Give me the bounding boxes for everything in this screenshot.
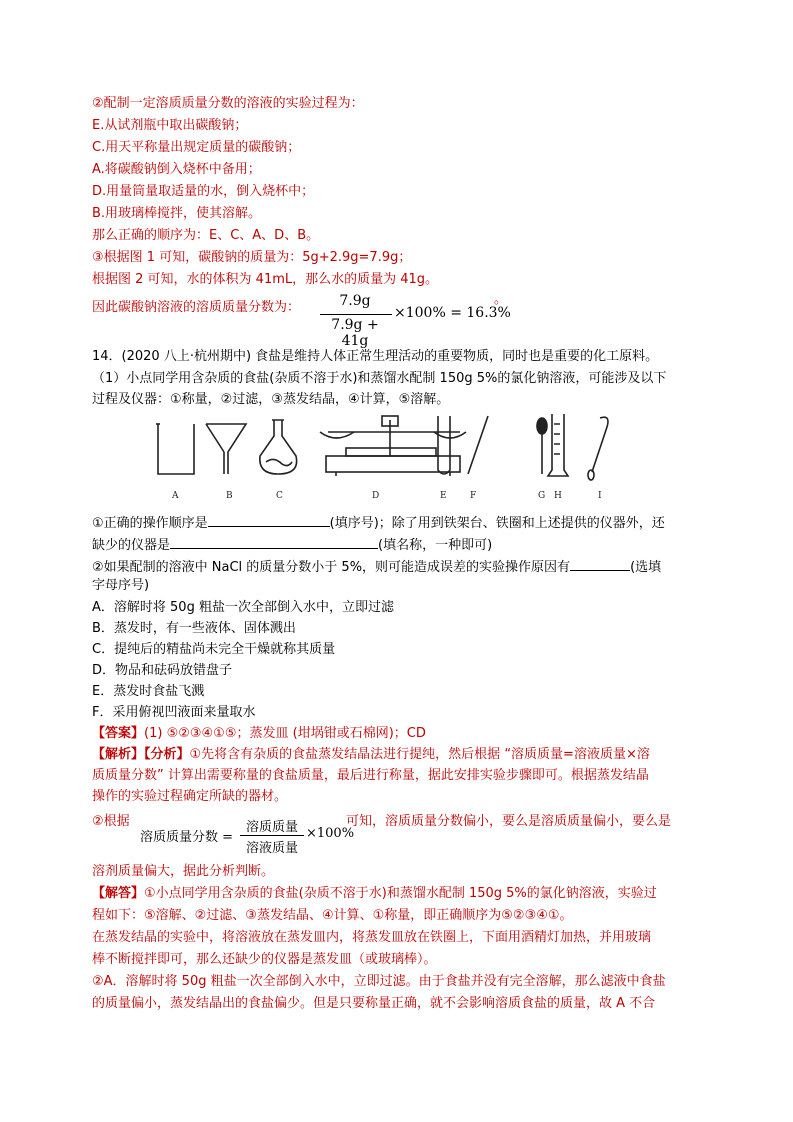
q1b-prefix: 缺少的仪器是: [92, 538, 171, 553]
solution-line: [92, 884, 657, 904]
text-line: E.从试剂瓶中取出碳酸钠；: [92, 118, 248, 133]
option-b: B．蒸发时，有一些液体、固体溅出: [92, 621, 296, 636]
apparatus-labels: [171, 491, 602, 501]
mass-fraction-formula: [318, 293, 511, 349]
question-line: [92, 534, 492, 556]
apparatus-label: I: [598, 491, 602, 501]
text-line: C.用天平称量出规定质量的碳酸钠；: [92, 140, 301, 155]
fraction-bar: [240, 835, 304, 836]
apparatus-label: F: [470, 491, 477, 501]
apparatus-label: D: [372, 491, 380, 501]
question-line: [92, 512, 665, 534]
q1a-middle: (填序号)；除了用到铁架台、铁圈和上述提供的仪器外，还: [329, 516, 665, 531]
formula-numerator: 溶质质量: [245, 820, 298, 835]
solution-line: 在蒸发结晶的实验中，将溶液放在蒸发皿内，将蒸发皿放在铁圈上，下面用酒精灯加热，并用玻璃: [92, 930, 652, 945]
answer-blank-1[interactable]: [208, 512, 330, 527]
analysis-subtag: 【分析】: [144, 747, 190, 762]
option-a: A．溶解时将 50g 粗盐一次全部倒入水中，立即过滤: [92, 600, 394, 615]
formula-result: ×100% = 16.3%: [394, 305, 511, 321]
solution-line: 程如下：⑤溶解、②过滤、③蒸发结晶、④计算、①称量，即正确顺序为⑤②③④①。: [92, 908, 573, 923]
answer-text: (1) ⑤②③④①⑤；蒸发皿 (坩埚钳或石棉网)；CD: [144, 726, 426, 741]
test-tube-icon: [438, 416, 450, 474]
formula-denominator: 溶液质量: [245, 841, 298, 856]
q1a-prefix: ①正确的操作顺序是: [92, 516, 208, 531]
option-d: D．物品和砝码放错盘子: [92, 663, 233, 678]
solution-line: ②A．溶解时将 50g 粗盐一次全部倒入水中，立即过滤。由于食盐并没有完全溶解，那么滤液中食盐: [92, 974, 666, 989]
apparatus-label: E: [440, 491, 447, 501]
analysis-tag: 【解析】: [92, 747, 145, 762]
apparatus-label: B: [226, 491, 233, 501]
analysis-line: 操作的实验过程确定所缺的器材。: [92, 789, 288, 804]
analysis-line: 可知，溶质质量分数偏小，要么是溶质质量偏小，要么是: [346, 814, 672, 829]
end-mark: 。: [494, 292, 508, 307]
apparatus-label: A: [172, 491, 179, 501]
fraction-bar: [320, 314, 392, 315]
analysis-line: 质质量分数” 计算出需要称量的食盐质量，最后进行称量，据此安排实验步骤即可。根据蒸发结晶: [92, 768, 649, 783]
solution-tag: 【解答】: [92, 886, 145, 901]
beaker-icon: [156, 424, 194, 474]
text-line: 因此碳酸钠溶液的溶质质量分数为：: [92, 300, 301, 315]
question-stem: 过程及仪器：①称量，②过滤，③蒸发结晶，④计算，⑤溶解。: [92, 392, 450, 407]
answer-line: [92, 724, 426, 744]
question-stem: 14．(2020 八上·杭州期中) 食盐是维持人体正常生理活动的重要物质，同时也是重要的化工原料。: [92, 349, 659, 364]
graduated-cylinder-icon: [548, 414, 568, 476]
solution-text: ①小点同学用含杂质的食盐(杂质不溶于水)和蒸馏水配制 150g 5%的氯化钠溶液，实验过: [144, 886, 657, 901]
apparatus-illustration: [150, 412, 630, 504]
formula-numerator: 7.9g: [339, 293, 371, 309]
mass-fraction-definition-formula: [140, 816, 355, 858]
text-line: ②配制一定溶质质量分数的溶液的实验过程为：: [92, 96, 364, 111]
analysis-line: ②根据: [92, 814, 130, 829]
text-line: ③根据图 1 可知，碳酸钠的质量为：5g+2.9g=7.9g；: [92, 250, 412, 265]
solution-line: 的质量偏小，蒸发结晶出的食盐偏少。但是只要称量正确，就不会影响溶质食盐的质量，故 A 不合: [92, 996, 656, 1011]
answer-blank-3[interactable]: [570, 556, 630, 571]
formula-denominator: 7.9g + 41g: [331, 317, 379, 349]
text-line: 根据图 2 可知，水的体积为 41mL，那么水的质量为 41g。: [92, 272, 439, 287]
formula-tail: ×100%: [306, 826, 355, 841]
spoon-icon: [588, 417, 608, 480]
apparatus-label: H: [554, 491, 562, 501]
option-e: E．蒸发时食盐飞溅: [92, 684, 205, 699]
question-stem: （1）小点同学用含杂质的食盐(杂质不溶于水)和蒸馏水配制 150g 5%的氯化钠溶液，可能涉及以下: [92, 371, 667, 386]
question-line: [92, 556, 661, 578]
text-line: A.将碳酸钠倒入烧杯中备用；: [92, 162, 261, 177]
option-c: C．提纯后的精盐尚未完全干燥就称其质量: [92, 642, 336, 657]
question-line: 字母序号): [92, 578, 150, 593]
text-line: B.用玻璃棒搅拌，使其溶解。: [92, 206, 262, 221]
balance-icon: [320, 416, 466, 476]
analysis-line: 溶剂质量偏大，据此分析判断。: [92, 864, 275, 879]
text-line: D.用量筒量取适量的水，倒入烧杯中；: [92, 184, 315, 199]
q2a-suffix: (选填: [630, 560, 662, 575]
analysis-line: [92, 745, 650, 765]
funnel-icon: [206, 424, 246, 474]
dropper-icon: [537, 418, 547, 474]
glass-rod-icon: [468, 416, 488, 474]
formula-lhs: 溶质质量分数 =: [140, 830, 234, 845]
apparatus-label: C: [276, 491, 283, 501]
option-f: F．采用俯视凹液面来量取水: [92, 705, 256, 720]
text-line: 那么正确的顺序为：E、C、A、D、B。: [92, 228, 320, 243]
answer-blank-2[interactable]: [170, 534, 378, 549]
solution-line: 棒不断搅拌即可，那么还缺少的仪器是蒸发皿（或玻璃棒）。: [92, 952, 437, 967]
flask-icon: [260, 420, 297, 474]
analysis-text: ①先将含有杂质的食盐蒸发结晶法进行提纯，然后根据 “溶质质量=溶液质量×溶: [189, 747, 650, 762]
answer-tag: 【答案】: [92, 726, 145, 741]
q1b-suffix: (填名称，一种即可): [378, 538, 493, 553]
q2a-prefix: ②如果配制的溶液中 NaCl 的质量分数小于 5%，则可能造成误差的实验操作原因有: [92, 560, 571, 575]
apparatus-label: G: [538, 491, 546, 501]
